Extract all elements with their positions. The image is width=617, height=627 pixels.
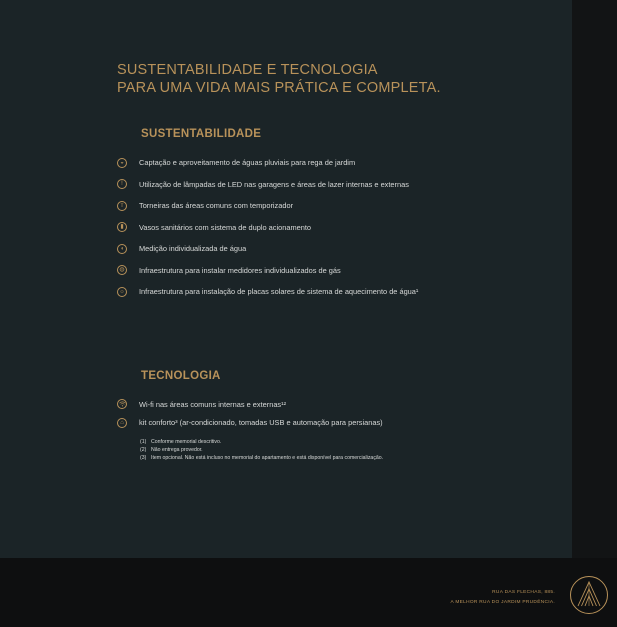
- solar-panel-icon: ☼: [117, 287, 127, 297]
- faucet-timer-icon: ᴛ: [117, 201, 127, 211]
- list-item-text: kit conforto³ (ar-condicionado, tomadas USB e automação para persianas): [139, 418, 383, 428]
- footnote-text: Conforme memorial descritivo.: [151, 439, 222, 445]
- footnotes: [140, 438, 383, 462]
- list-item: [117, 195, 418, 217]
- footnote-number: (3): [140, 455, 147, 461]
- section-title-sustentabilidade: SUSTENTABILIDADE: [141, 128, 262, 140]
- right-strip: [572, 0, 617, 558]
- footnote-text: Não entrega provedor.: [151, 447, 203, 453]
- list-item-text: Infraestrutura para instalar medidores individualizados de gás: [139, 265, 341, 275]
- home-automation-icon: ⌂: [117, 418, 127, 428]
- list-item: [117, 395, 383, 414]
- footnote: [140, 454, 383, 462]
- list-item: [117, 174, 418, 196]
- list-item: [117, 414, 383, 433]
- lightbulb-icon: !: [117, 179, 127, 189]
- footnote-number: (2): [140, 447, 147, 453]
- tecnologia-list: [117, 395, 383, 432]
- toilet-icon: ▮: [117, 222, 127, 232]
- brand-logo-icon: [569, 575, 609, 615]
- wifi-glyph: [119, 401, 126, 407]
- list-item: [117, 238, 418, 260]
- list-item-text: Torneiras das áreas comuns com temporizador: [139, 201, 294, 211]
- list-item: [117, 281, 418, 303]
- rain-drop-icon: ◒: [117, 158, 127, 168]
- footer-address: [450, 588, 555, 607]
- footnote: [140, 446, 383, 454]
- list-item-text: Wi-fi nas áreas comuns internas e externas¹²: [139, 399, 287, 409]
- wifi-icon: [117, 399, 127, 409]
- headline-line-2: PARA UMA VIDA MAIS PRÁTICA E COMPLETA.: [117, 80, 441, 96]
- page-headline: [117, 61, 441, 97]
- section-title-tecnologia: TECNOLOGIA: [141, 370, 221, 382]
- list-item-text: Vasos sanitários com sistema de duplo acionamento: [139, 222, 311, 232]
- headline-line-1: SUSTENTABILIDADE E TECNOLOGIA: [117, 62, 378, 78]
- footnote-text: Item opcional. Não está incluso no memorial do apartamento e está disponível para comercialização.: [151, 455, 384, 461]
- list-item: [117, 217, 418, 239]
- address-line-1: RUA DAS FLECHAS, 885.: [492, 590, 555, 595]
- water-meter-icon: ◖: [117, 244, 127, 254]
- list-item-text: Medição individualizada de água: [139, 244, 247, 254]
- list-item-text: Captação e aproveitamento de águas pluviais para rega de jardim: [139, 158, 356, 168]
- sustentabilidade-list: [117, 152, 418, 303]
- address-line-2: A MELHOR RUA DO JARDIM PRUDÊNCIA.: [450, 599, 555, 605]
- footnote-number: (1): [140, 439, 147, 445]
- list-item: [117, 260, 418, 282]
- gas-meter-icon: ◍: [117, 265, 127, 275]
- list-item-text: Infraestrutura para instalação de placas solares de sistema de aquecimento de água¹: [139, 287, 419, 297]
- list-item-text: Utilização de lâmpadas de LED nas garagens e áreas de lazer internas e externas: [139, 179, 409, 189]
- list-item: [117, 152, 418, 174]
- footnote: [140, 438, 383, 446]
